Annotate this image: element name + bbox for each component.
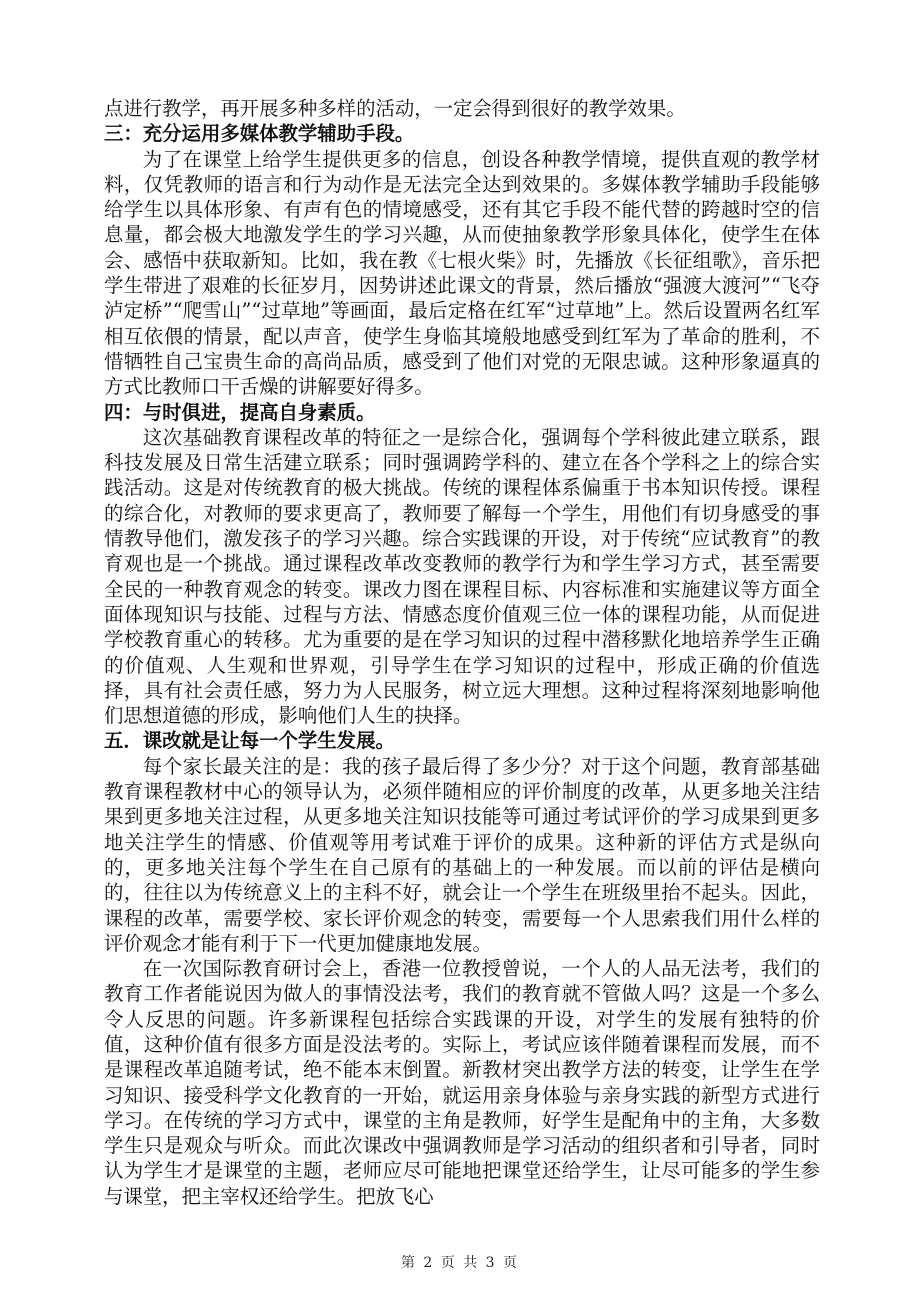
document-body <box>104 96 820 1209</box>
paragraph-evaluation: 每个家长最关注的是：我的孩子最后得了多少分？对于这个问题，教育部基础教育课程教材中心的领导认为，必须伴随相应的评价制度的改革，从更多地关注结果到更多地关注过程，从更多地关注知识技能等可通过考试评价的学习成果到更多地关注学生的情感、价值观等用考试难于评价的成果。这种新的评估方式是纵向的，更多地关注每个学生在自己原有的基础上的一种发展。而以前的评估是横向的，往往以为传统意义上的主科不好，就会让一个学生在班级里抬不起头。因此，课程的改革，需要学校、家长评价观念的转变，需要每一个人思索我们用什么样的评价观念才能有利于下一代更加健康地发展。 <box>104 754 820 955</box>
section-heading-4: 四：与时俱进，提高自身素质。 <box>104 400 376 424</box>
section-heading-5: 五．课改就是让每一个学生发展。 <box>104 729 395 753</box>
paragraph-conference: 在一次国际教育研讨会上，香港一位教授曾说，一个人的人品无法考，我们的教育工作者能说因为做人的事情没法考，我们的教育就不管做人吗？这是一个多么令人反思的问题。许多新课程包括综合实践课的开设，对学生的发展有独特的价值，这种价值有很多方面是没法考的。实际上，考试应该伴随着课程而发展，而不是课程改革追随考试，绝不能本末倒置。新教材突出教学方法的转变，让学生在学习知识、接受科学文化教育的一开始，就运用亲身体验与亲身实践的新型方式进行学习。在传统的学习方式中，课堂的主角是教师，好学生是配角中的主角，大多数学生只是观众与听众。而此次课改中强调教师是学习活动的组织者和引导者，同时认为学生才是课堂的主题，老师应尽可能地把课堂还给学生，让尽可能多的学生参与课堂，把主宰权还给学生。把放飞心 <box>104 957 820 1208</box>
section-heading-3: 三：充分运用多媒体教学辅助手段。 <box>104 122 415 146</box>
paragraph-continued: 点进行教学，再开展多种多样的活动，一定会得到很好的教学效果。 <box>104 97 686 120</box>
page-footer: 第 2 页 共 3 页 <box>400 1255 520 1271</box>
paragraph-self-improvement: 这次基础教育课程改革的特征之一是综合化，强调每个学科彼此建立联系，跟科技发展及日常生活建立联系；同时强调跨学科的、建立在各个学科之上的综合实践活动。这是对传统教育的极大挑战。传统的课程体系偏重于书本知识传授。课程的综合化，对教师的要求更高了，教师要了解每一个学生，用他们有切身感受的事情教导他们，激发孩子的学习兴趣。综合实践课的开设，对于传统“应试教育”的教育观也是一个挑战。通过课程改革改变教师的教学行为和学生学习方式，甚至需要全民的一种教育观念的转变。课改力图在课程目标、内容标准和实施建议等方面全面体现知识与技能、过程与方法、情感态度价值观三位一体的课程功能，从而促进学校教育重心的转移。尤为重要的是在学习知识的过程中潜移默化地培养学生正确的价值观、人生观和世界观，引导学生在学习知识的过程中，形成正确的价值选择，具有社会责任感，努力为人民服务，树立远大理想。这种过程将深刻地影响他们思想道德的形成，影响他们人生的抉择。 <box>104 425 820 728</box>
paragraph-multimedia: 为了在课堂上给学生提供更多的信息，创设各种教学情境，提供直观的教学材料，仅凭教师的语言和行为动作是无法完全达到效果的。多媒体教学辅助手段能够给学生以具体形象、有声有色的情境感受，还有其它手段不能代替的跨越时空的信息量，都会极大地激发学生的学习兴趣，从而使抽象教学形象具体化，使学生在体会、感悟中获取新知。比如，我在教《七根火柴》时，先播放《长征组歌》，音乐把学生带进了艰难的长征岁月，因势讲述此课文的背景，然后播放“强渡大渡河”“飞夺泸定桥”“爬雪山”“过草地”等画面，最后定格在红军“过草地”上。然后设置两名红军相互依偎的情景，配以声音，使学生身临其境般地感受到红军为了革命的胜利，不惜牺牲自己宝贵生命的高尚品质，感受到了他们对党的无限忠诚。这种形象逼真的方式比教师口干舌燥的讲解要好得多。 <box>104 147 820 399</box>
